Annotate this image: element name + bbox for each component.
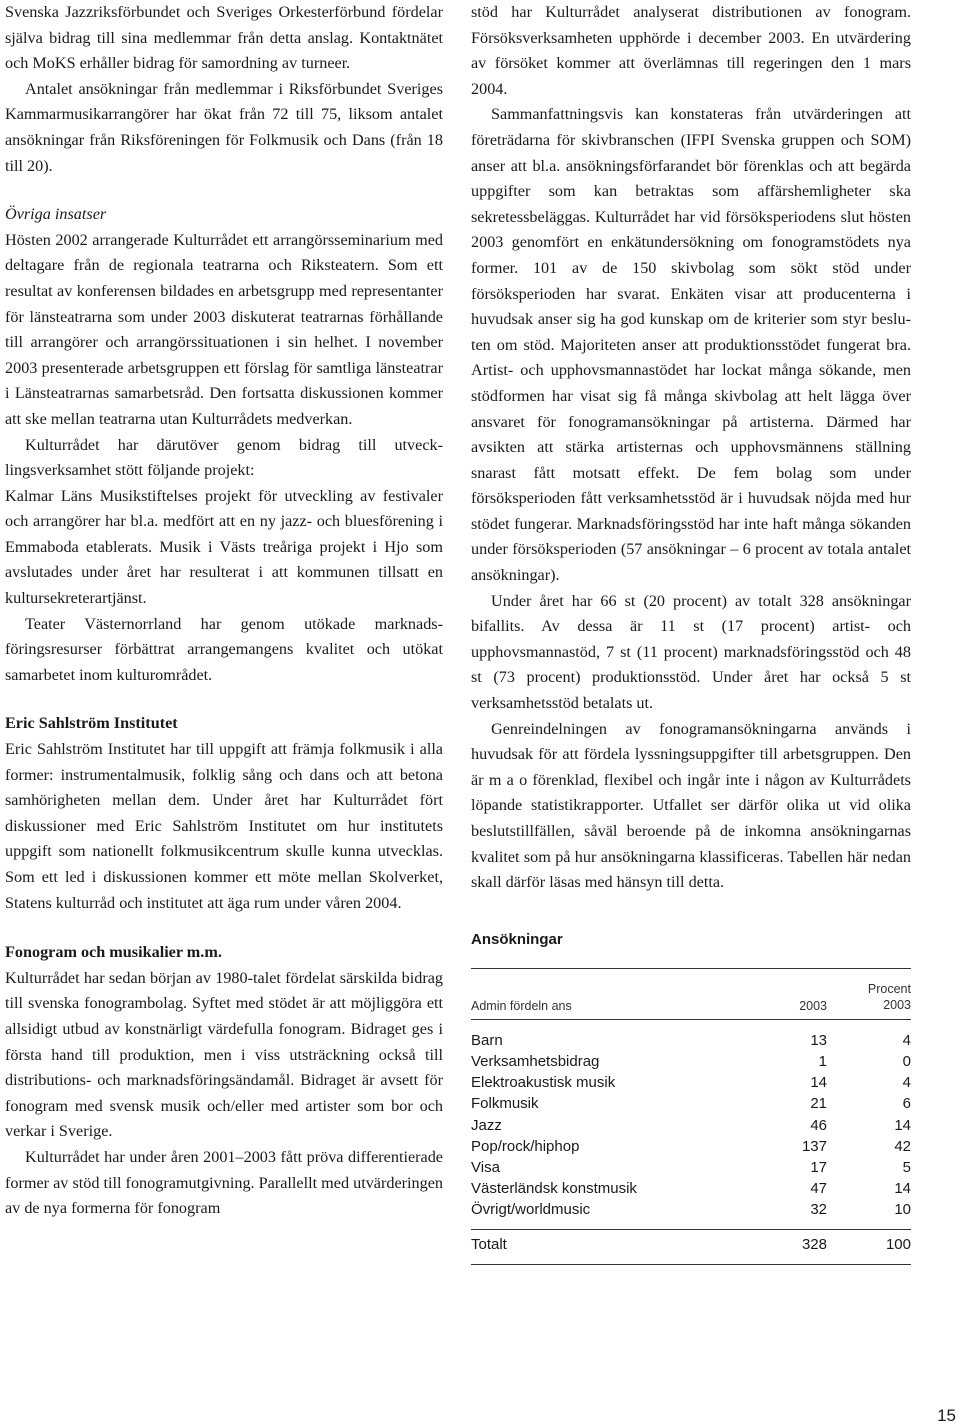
row-label: Folkmusik [471, 1095, 539, 1113]
row-percent: 5 [902, 1159, 911, 1176]
table-row [471, 1136, 911, 1157]
table-row [471, 1115, 911, 1136]
table-row [471, 1093, 911, 1114]
header-percent-year: 2003 [883, 997, 911, 1012]
total-row [471, 1234, 911, 1255]
row-label: Övrigt/worldmusic [471, 1201, 591, 1219]
table-body [471, 1019, 911, 1229]
row-percent: 6 [902, 1095, 911, 1113]
right-paragraph-4: Genreindelningen av fonogramansökningarna används i huvudsak för att fördela lyssningsuppgifter till arbetsgruppen. Den är m a o förenklad, flexibel och ingår inte i någon av Kulturrådets löpande statistikrapporter. Utfallet ser därför olika ut vid olika beslutstillfällen, såväl beroende på de inkomna ansökningarnas kvalitet som på hur ansökningarna klassificeras. Tabellen här nedan skall därför läsas med hänsyn till detta. [471, 719, 911, 892]
table-header [471, 968, 911, 1019]
row-count: 47 [810, 1180, 827, 1198]
table-row [471, 1178, 911, 1199]
row-percent: 14 [894, 1180, 911, 1198]
left-paragraph-9: Kulturrådet har under åren 2001–2003 fått pröva differentierade former av stöd till fonogramutgivning. Parallellt med utvärderingen av de nya formerna för fonogram [5, 1147, 443, 1218]
table-row [471, 1030, 911, 1051]
total-count: 328 [801, 1235, 827, 1253]
row-label: Verksamhetsbidrag [471, 1052, 600, 1070]
table-row [471, 1072, 911, 1093]
right-paragraph-2: Sammanfattningsvis kan konstateras från utvärderingen att företrädarna för skivbranschen (IFPI Svenska gruppen och SOM) anser att bl.a. ansökningsförfarandet bör förenklas och att begärda uppgifter som kan betraktas som affärshemligheter ska sekretessbeläggas. Kulturrådet har vid försöksperiodens slut hösten 2003 genomfört en enkätundersökning om fonogramstödets nya former. 101 av de 150 skivbolag som sökt stöd under försöksperioden har svarat. Enkäten visar att producenterna i huvudsak anser sig ha god kunskap om de kriterier som styr besluten om stöd. Majoriteten anser att produktionsstödet fungerat bra. Artist- och upphovsmannastödet har lockat många sökande, men stödformen har visat sig få många skivbolag att helt lägga över ansvaret för fonogramansökningar på artisterna. Därmed har avsikten att stärka artisternas och upphovsmännens ställning snarast fått motsatt effekt. De fem bolag som under försöksperioden fått verksamhetsstöd är i huvudsak nöjda med hur stödet fungerar. Marknadsföringsstöd har inte haft många sökanden under försöksperioden (57 ansökningar – 6 procent av totala antalet ansökningar). [471, 105, 911, 585]
left-paragraph-3: Hösten 2002 arrangerade Kulturrådet ett arrangörsseminarium med deltagare från de regionala teatrarna och Riksteatern. Som ett resultat av konferensen bildades en arbetsgrupp med representanter för länsteatrarna som under 2003 diskuterat teatrarnas förhållande till arrangörer och arrangörssituationen i sin helhet. I november 2003 presenterade arbetsgruppen ett förslag för samtliga länsteatrar i Länsteatrarnas samarbetsråd. Den fortsatta diskussionen kommer att ske mellan teatrarna utan Kulturrådets medverkan. [5, 230, 443, 428]
applications-table [471, 968, 911, 1265]
left-column [5, 0, 443, 1222]
row-count: 1 [818, 1052, 827, 1070]
right-paragraph-3: Under året har 66 st (20 procent) av totalt 328 ansökningar bifallits. Av dessa är 11 st (17 procent) artist- och upphovsmannastöd, 7 st (11 procent) marknadsföringsstöd och 48 st (73 procent) produktionsstöd. Under året har också 5 st verksamhetsstöd betalats ut. [471, 591, 911, 713]
row-count: 21 [810, 1095, 827, 1113]
header-count: 2003 [799, 998, 827, 1013]
row-percent: 14 [894, 1116, 911, 1134]
total-label: Totalt [471, 1235, 507, 1253]
table-total-row [471, 1229, 911, 1265]
row-count: 32 [810, 1201, 827, 1219]
table-title: Ansökningar [471, 930, 563, 948]
left-paragraph-4: Kulturrådet har därutöver genom bidrag till utvecklingsverksamhet stött följande projekt: [5, 435, 443, 480]
row-label: Visa [471, 1159, 500, 1176]
left-paragraph-6: Teater Västernorrland har genom utökade marknadsföringsresurser förbättrat arrangemangens kvalitet och utökat samarbetet inom kulturområdet. [5, 614, 443, 684]
heading-fonogram: Fonogram och musikalier m.m. [5, 943, 222, 962]
row-percent: 10 [894, 1201, 911, 1219]
row-count: 17 [810, 1159, 827, 1176]
table-row [471, 1051, 911, 1072]
row-count: 13 [810, 1031, 827, 1049]
heading-eric-sahlstrom: Eric Sahlström Institutet [5, 714, 178, 733]
left-paragraph-2: Antalet ansökningar från medlemmar i Riksförbundet Sveriges Kammarmusikarrangörer har ökat från 72 till 75, liksom antalet ansökningar från Riksföreningen för Folkmusik och Dans (från 18 till 20). [5, 79, 443, 175]
header-percent-label: Procent [867, 981, 911, 996]
row-count: 46 [810, 1116, 827, 1134]
left-paragraph-1: Svenska Jazzriksförbundet och Sveriges Orkesterförbund fördelar själva bidrag till sina medlemmar från detta anslag. Kontaktnätet och MoKS erhåller bidrag för samordning av turneer. [5, 3, 443, 73]
row-percent: 42 [894, 1137, 911, 1155]
total-percent: 100 [885, 1235, 911, 1253]
row-count: 137 [801, 1137, 827, 1155]
page-number: 15 [937, 1406, 956, 1425]
left-paragraph-5: Kalmar Läns Musikstiftelses projekt för utveckling av festivaler och arrangörer har bl.a. medfört att en ny jazz- och bluesförening i Emmaboda etablerats. Musik i Västs treåriga projekt i Hjo som avslutades under året har resulterat i att kommunen tillsatt en kultursekreterartjänst. [5, 486, 443, 608]
row-percent: 4 [902, 1074, 911, 1092]
row-label: Elektroakustisk musik [471, 1074, 616, 1092]
row-percent: 0 [902, 1052, 911, 1070]
header-category: Admin fördeln ans [471, 998, 572, 1013]
table-row [471, 1157, 911, 1178]
row-label: Pop/rock/hiphop [471, 1137, 580, 1155]
left-paragraph-7: Eric Sahlström Institutet har till uppgift att främja folkmusik i alla former: instrumentalmusik, folklig sång och dans och att betona samhörigheten mellan dem. Under året har Kulturrådet fört diskussioner med Eric Sahlström Institutet om hur institutets uppgift som nationellt folkmusikcentrum skulle kunna utvecklas. Som ett led i diskussionen kommer ett möte mellan Skolverket, Statens kulturråd och institutet att äga rum under våren 2004. [5, 740, 443, 912]
row-label: Västerländsk konstmusik [471, 1180, 637, 1198]
row-percent: 4 [902, 1031, 911, 1049]
right-column [471, 0, 911, 1265]
right-paragraph-1: stöd har Kulturrådet analyserat distributionen av fonogram. Försöksverksamheten upphörde i december 2003. En utvärdering av försöket kommer att överlämnas till regeringen den 1 mars 2004. [471, 3, 911, 98]
row-label: Jazz [471, 1116, 502, 1134]
table-row [471, 1199, 911, 1220]
row-count: 14 [810, 1074, 827, 1092]
row-label: Barn [471, 1031, 503, 1049]
left-paragraph-8: Kulturrådet har sedan början av 1980-talet fördelat särskilda bidrag till svenska fonogrambolag. Syftet med stödet är att möjliggöra ett allsidigt utbud av konstnärligt värdefulla fonogram. Bidraget ges i första hand till produktion, men i viss utsträckning också till distributions- och marknadsföringsändamål. Bidraget är avsett för fonogram med svensk musik och/eller med artister som bor och verkar i Sverige. [5, 968, 443, 1141]
header-percent [868, 981, 911, 1013]
subheading-ovriga-insatser: Övriga insatser [5, 205, 107, 224]
